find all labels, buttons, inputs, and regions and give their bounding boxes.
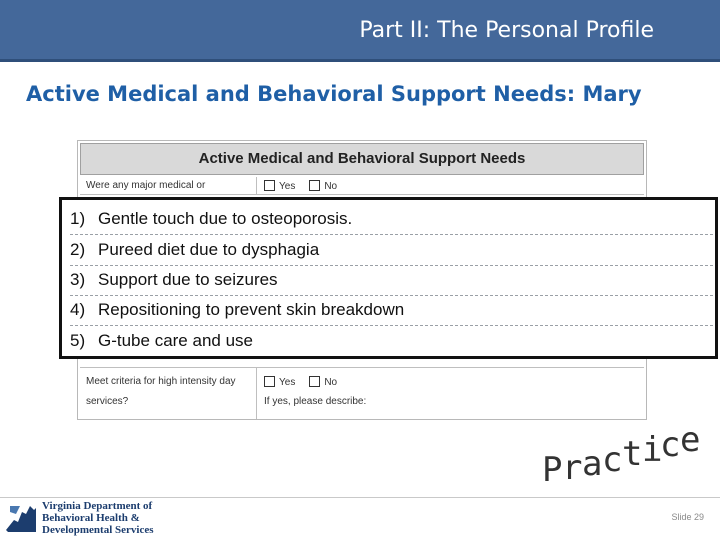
slide-title: Active Medical and Behavioral Support Needs: Mary bbox=[26, 82, 642, 106]
practice-text bbox=[540, 420, 700, 500]
list-item bbox=[70, 265, 713, 296]
footer-divider bbox=[0, 497, 720, 498]
checkbox bbox=[309, 180, 320, 191]
form-options bbox=[264, 180, 337, 192]
form-header: Active Medical and Behavioral Support Needs bbox=[80, 143, 644, 175]
item-number: 3) bbox=[70, 270, 86, 289]
checkbox bbox=[264, 376, 275, 387]
item-number: 5) bbox=[70, 331, 86, 350]
practice-letter: r bbox=[562, 448, 583, 488]
item-text: Gentle touch due to osteoporosis. bbox=[98, 209, 353, 228]
checkbox bbox=[309, 376, 320, 387]
yes-label: Yes bbox=[279, 181, 296, 192]
form-question: Meet criteria for high intensity day bbox=[86, 376, 236, 387]
practice-letter: e bbox=[680, 420, 701, 460]
list-item bbox=[70, 326, 713, 357]
practice-letter: a bbox=[582, 444, 603, 484]
form-options bbox=[264, 376, 337, 388]
item-number: 1) bbox=[70, 209, 86, 228]
describe-label: If yes, please describe: bbox=[264, 396, 367, 407]
practice-letter: c bbox=[660, 425, 681, 465]
item-text: Support due to seizures bbox=[98, 270, 278, 289]
virginia-state-icon bbox=[4, 500, 38, 536]
logo-line: Virginia Department of bbox=[42, 500, 153, 512]
item-number: 2) bbox=[70, 240, 86, 259]
form-row-major-medical bbox=[80, 177, 644, 195]
needs-list bbox=[59, 197, 718, 359]
practice-letter: i bbox=[642, 430, 663, 470]
no-label: No bbox=[324, 181, 338, 192]
list-item bbox=[70, 235, 713, 266]
list-item bbox=[70, 204, 713, 235]
practice-letter: P bbox=[542, 450, 563, 490]
section-title: Part II: The Personal Profile bbox=[359, 18, 654, 43]
form-row-high-intensity bbox=[80, 367, 644, 419]
slide-number: Slide 29 bbox=[671, 512, 704, 522]
item-text: G-tube care and use bbox=[98, 331, 253, 350]
list-item bbox=[70, 295, 713, 326]
checkbox bbox=[264, 180, 275, 191]
logo-text bbox=[42, 500, 154, 536]
item-number: 4) bbox=[70, 300, 86, 319]
logo-line: Developmental Services bbox=[42, 524, 154, 536]
form-question: services? bbox=[86, 396, 129, 407]
practice-letter: t bbox=[622, 434, 643, 474]
practice-letter: c bbox=[602, 440, 623, 480]
no-label: No bbox=[324, 377, 338, 388]
dbhds-logo bbox=[4, 500, 174, 538]
header-bar bbox=[0, 0, 720, 62]
item-text: Pureed diet due to dysphagia bbox=[98, 240, 320, 259]
item-text: Repositioning to prevent skin breakdown bbox=[98, 300, 405, 319]
logo-line: Behavioral Health & bbox=[42, 512, 140, 524]
yes-label: Yes bbox=[279, 377, 296, 388]
form-question: Were any major medical or bbox=[86, 180, 206, 191]
